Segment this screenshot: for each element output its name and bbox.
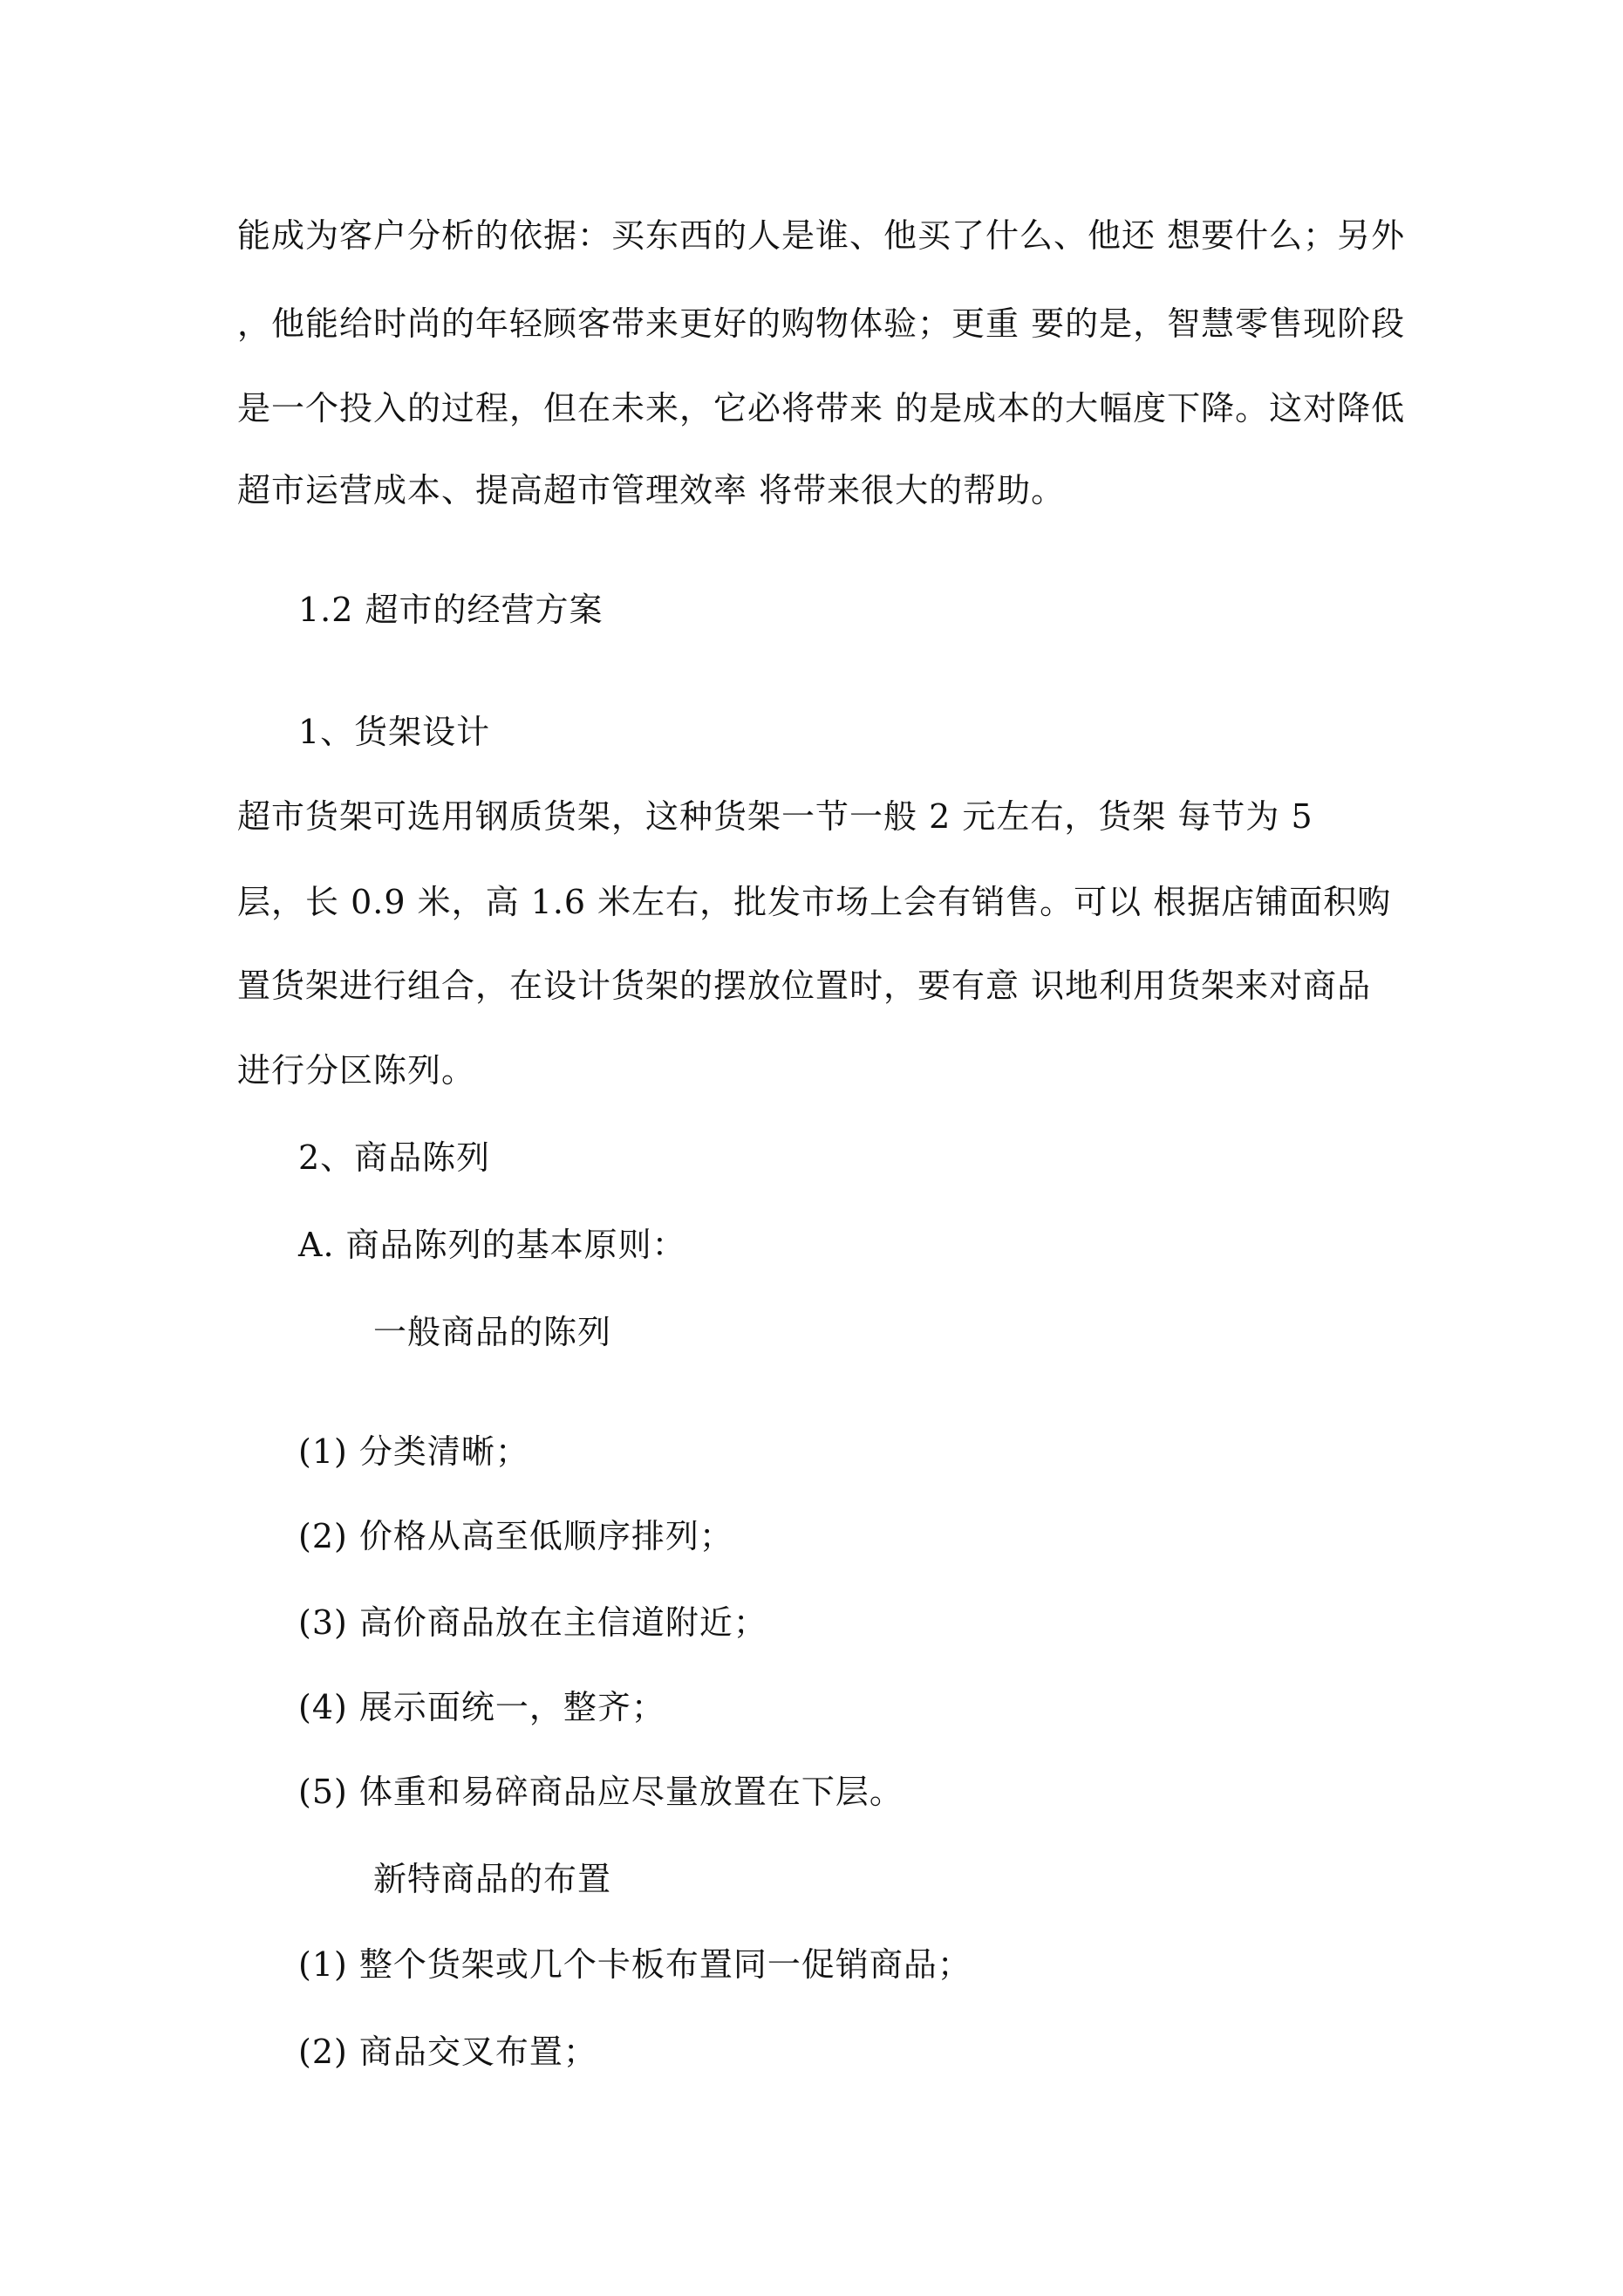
general-item-1: (1) 分类清晰； — [298, 1432, 529, 1471]
section-heading: 1.2 超市的经营方案 — [298, 591, 604, 629]
shelf-line-1: 超市货架可选用钢质货架，这种货架一节一般 2 元左右，货架 每节为 5 — [237, 797, 1313, 836]
principle-heading: A. 商品陈列的基本原则： — [298, 1226, 686, 1264]
shelf-line-2: 层，长 0.9 米，高 1.6 米左右，批发市场上会有销售。可以 根据店铺面积购 — [237, 883, 1392, 921]
shelf-line-4: 进行分区陈列。 — [237, 1051, 476, 1090]
intro-line-1: 能成为客户分析的依据：买东西的人是谁、他买了什么、他还 想要什么；另外 — [237, 216, 1406, 255]
new-item-2: (2) 商品交叉布置； — [298, 2033, 597, 2071]
intro-line-3: 是一个投入的过程，但在未来，它必将带来 的是成本的大幅度下降。这对降低 — [237, 389, 1406, 427]
new-items-heading: 新特商品的布置 — [373, 1860, 612, 1898]
general-item-5: (5) 体重和易碎商品应尽量放置在下层。 — [298, 1773, 904, 1811]
general-item-2: (2) 价格从高至低顺序排列； — [298, 1517, 733, 1555]
intro-line-4: 超市运营成本、提高超市管理效率 将带来很大的帮助。 — [237, 471, 1066, 509]
general-display-heading: 一般商品的陈列 — [373, 1313, 612, 1351]
new-item-1: (1) 整个货架或几个卡板布置同一促销商品； — [298, 1945, 972, 1984]
display-heading: 2、商品陈列 — [298, 1138, 491, 1177]
general-item-4: (4) 展示面统一，整齐； — [298, 1688, 665, 1726]
intro-line-2: ，他能给时尚的年轻顾客带来更好的购物体验；更重 要的是，智慧零售现阶段 — [237, 304, 1406, 343]
shelf-line-3: 置货架进行组合，在设计货架的摆放位置时，要有意 识地利用货架来对商品 — [237, 967, 1372, 1005]
general-item-3: (3) 高价商品放在主信道附近； — [298, 1603, 767, 1642]
shelf-heading: 1、货架设计 — [298, 713, 491, 751]
